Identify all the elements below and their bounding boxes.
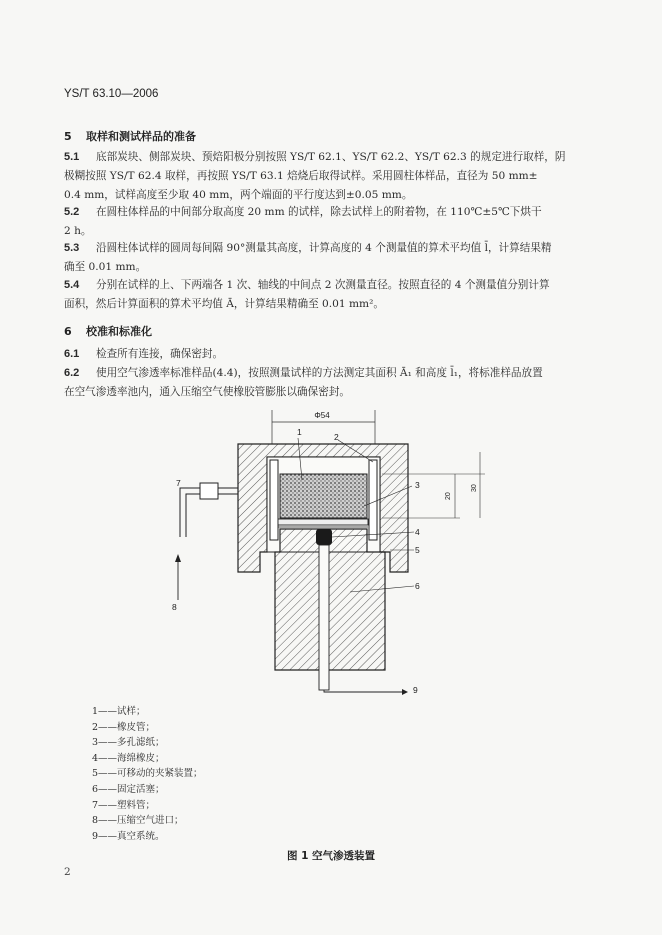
rubber-tube-right (369, 460, 377, 540)
callout-3: 3 (415, 480, 420, 490)
paragraph-5-3 (64, 239, 604, 277)
paragraph-5-2 (64, 203, 604, 241)
vacuum-line (324, 690, 402, 692)
clause-number: 6.2 (64, 367, 80, 379)
dimension-30-label: 30 (471, 484, 478, 492)
callout-6: 6 (415, 581, 420, 591)
vacuum-channel (319, 545, 329, 690)
page-number: 2 (64, 866, 71, 878)
air-permeability-figure (150, 402, 478, 712)
clause-line: 极糊按照 YS/T 62.4 取样，再按照 YS/T 63.1 焙烧后取得试样。采用圆柱体样品，直径为 50 mm± (64, 170, 538, 182)
paragraph-6-2 (64, 364, 604, 402)
sample-specimen (280, 474, 367, 518)
porous-filter-paper (278, 519, 368, 525)
clause-number: 5.1 (64, 151, 80, 163)
air-inlet-line (180, 488, 200, 537)
clause-line: 使用空气渗透率标准样品(4.4)，按照测量试样的方法测定其面积 Ā₁ 和高度 l̄₁，将标准样品放置 (96, 367, 543, 379)
plastic-tube-connector (200, 483, 218, 499)
figure-caption: 图 1 空气渗透装置 (286, 850, 376, 862)
section-5-number: 5 (64, 130, 72, 143)
callout-7: 7 (176, 478, 181, 488)
clause-line: 沿圆柱体试样的圆周每间隔 90°测量其高度，计算高度的 4 个测量值的算术平均值 l̄，计算结果精 (96, 242, 552, 254)
clause-number: 6.1 (64, 348, 80, 360)
clause-line: 0.4 mm，试样高度至少取 40 mm，两个端面的平行度达到±0.05 mm。 (64, 189, 413, 201)
clause-line: 在圆柱体样品的中间部分取高度 20 mm 的试样，除去试样上的附着物，在 110℃±5℃下烘干 (96, 206, 542, 218)
legend-item: 8——压缩空气进口； (92, 815, 184, 827)
paragraph-5-4 (64, 276, 604, 314)
dimension-20-label: 20 (445, 492, 452, 500)
air-inlet-arrowhead (175, 554, 181, 562)
clause-line: 面积，然后计算面积的算术平均值 Ā，计算结果精确至 0.01 mm²。 (64, 298, 384, 310)
figure-legend (92, 704, 203, 844)
legend-item: 4——海绵橡皮； (92, 752, 165, 764)
section-6-number: 6 (64, 325, 72, 338)
legend-item: 1——试样； (92, 706, 146, 717)
apparatus-drawing (150, 402, 478, 712)
paragraph-5-1 (64, 148, 604, 205)
clause-number: 5.3 (64, 242, 80, 254)
callout-1: 1 (297, 427, 302, 437)
callout-2: 2 (334, 432, 339, 442)
legend-item: 5——可移动的夹紧装置； (92, 768, 203, 780)
section-5-title: 取样和测试样品的准备 (86, 130, 196, 143)
dimension-diameter-label: Φ54 (314, 411, 330, 420)
standard-number: YS/T 63.10—2006 (64, 88, 159, 100)
rubber-tube-left (270, 460, 278, 540)
section-6-title: 校准和标准化 (86, 325, 152, 338)
legend-item: 9——真空系统。 (92, 830, 165, 842)
clause-line: 分别在试样的上、下两端各 1 次、轴线的中间点 2 次测量直径。按照直径的 4 个测量值分别计算 (96, 279, 550, 291)
section-6-heading (64, 323, 152, 339)
callout-4: 4 (415, 527, 420, 537)
air-inlet-line (186, 494, 200, 537)
clause-number: 5.4 (64, 279, 80, 291)
legend-item: 6——固定活塞； (92, 783, 165, 795)
clause-line: 2 h。 (64, 225, 92, 237)
callout-9: 9 (413, 685, 418, 695)
clause-number: 5.2 (64, 206, 80, 218)
clause-line: 确至 0.01 mm。 (64, 261, 147, 273)
callout-8: 8 (172, 602, 177, 612)
sponge-rubber (316, 529, 332, 545)
clause-line: 检查所有连接，确保密封。 (96, 348, 224, 360)
callout-5: 5 (415, 545, 420, 555)
clause-line: 底部炭块、侧部炭块、预焙阳极分别按照 YS/T 62.1、YS/T 62.2、YS/T 62.3 的规定进行取样，阴 (96, 151, 566, 163)
vacuum-arrow (402, 689, 408, 695)
paragraph-6-1 (64, 345, 604, 364)
section-5-heading (64, 128, 196, 144)
clause-line: 在空气渗透率池内，通入压缩空气使橡胶管膨胀以确保密封。 (64, 386, 351, 398)
legend-item: 3——多孔滤纸； (92, 737, 165, 749)
legend-item: 7——塑料管； (92, 799, 156, 811)
legend-item: 2——橡皮管； (92, 721, 156, 733)
